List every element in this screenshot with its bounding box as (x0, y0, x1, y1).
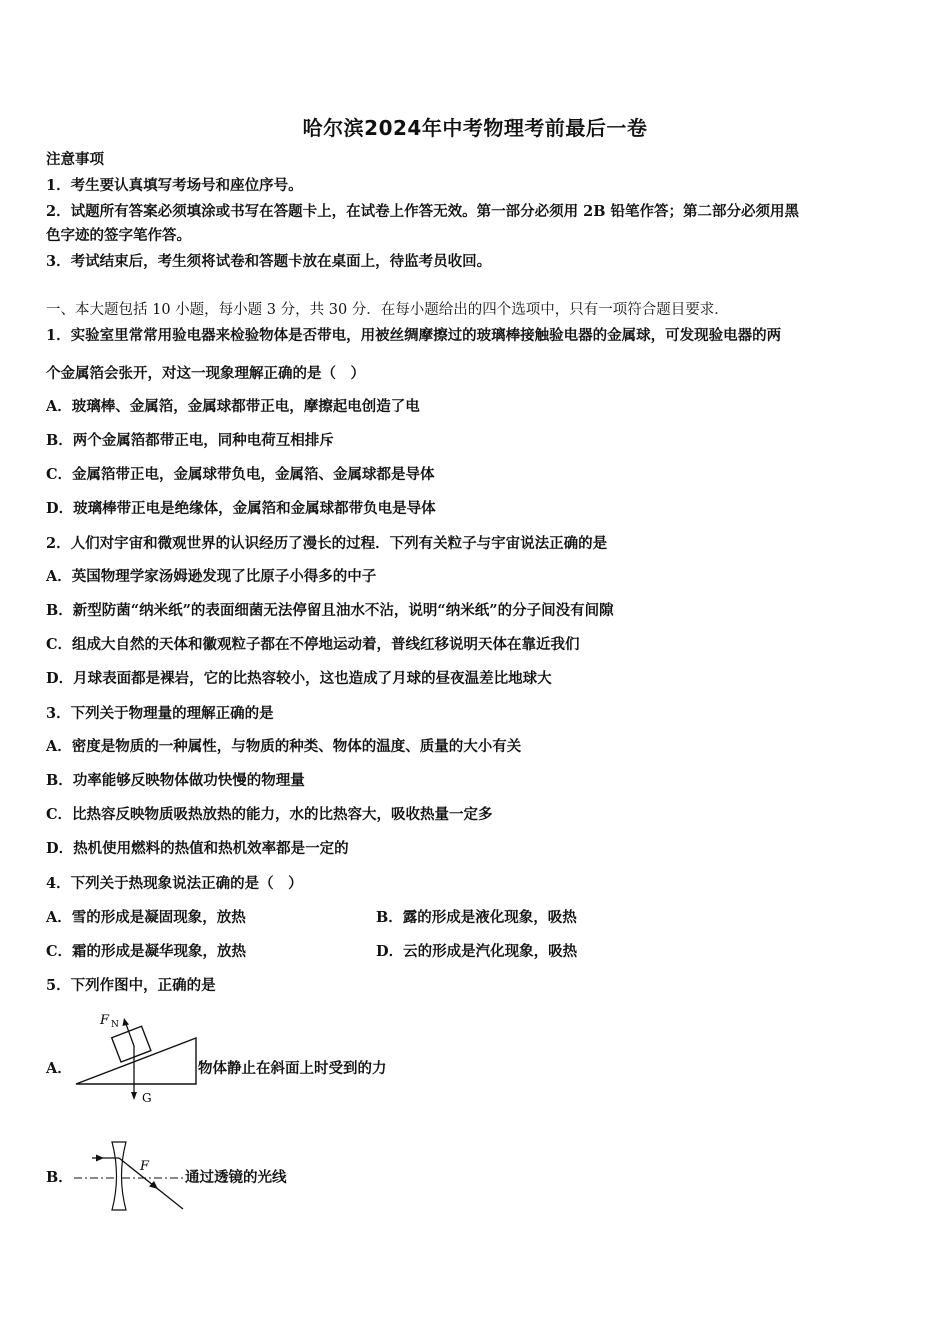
notice-item-3: 3．考试结束后，考生须将试卷和答题卡放在桌面上，待监考员收回。 (46, 253, 492, 270)
q4-stem: 4．下列关于热现象说法正确的是（ ） (46, 875, 303, 892)
normal-force-label: F (100, 1013, 110, 1028)
notice-item-2: 2．试题所有答案必须填涂或书写在答题卡上，在试卷上作答无效。第一部分必须用 2B 铅笔作答；第二部分必须用黑 (46, 203, 800, 220)
gravity-arrowhead (131, 1092, 137, 1100)
q4-option-c: C．霜的形成是凝华现象，放热 (46, 943, 247, 960)
q1-option-d: D．玻璃棒带正电是绝缘体，金属箔和金属球都带负电是导体 (46, 500, 436, 517)
q1-option-c: C．金属箔带正电，金属球带负电，金属箔、金属球都是导体 (46, 466, 435, 483)
refracted-ray (119, 1158, 183, 1209)
q5-option-a-caption: 物体静止在斜面上时受到的力 (198, 1060, 387, 1077)
normal-force-arrowhead (123, 1018, 130, 1026)
incoming-ray-arrowhead (96, 1155, 104, 1162)
q1-stem-line2: 个金属箔会张开，对这一现象理解正确的是（ ） (46, 365, 365, 382)
block (112, 1026, 151, 1062)
q3-option-a: A．密度是物质的一种属性，与物质的种类、物体的温度、质量的大小有关 (46, 738, 522, 755)
incline-force-diagram (70, 1004, 200, 1108)
q4-option-d: D．云的形成是汽化现象，吸热 (376, 943, 578, 960)
notice-item-1: 1．考生要认真填写考场号和座位序号。 (46, 177, 303, 194)
q4-option-a: A．雪的形成是凝固现象，放热 (46, 909, 246, 926)
q2-stem: 2．人们对宇宙和微观世界的认识经历了漫长的过程．下列有关粒子与宇宙说法正确的是 (46, 535, 608, 552)
q2-option-b: B．新型防菌“纳米纸”的表面细菌无法停留且油水不沾，说明“纳米纸”的分子间没有间隙 (46, 602, 614, 619)
q4-option-b: B．露的形成是液化现象，吸热 (376, 909, 577, 926)
q2-option-c: C．组成大自然的天体和徽观粒子都在不停地运动着，普线红移说明天体在靠近我们 (46, 636, 580, 653)
q3-option-d: D．热机使用燃料的热值和热机效率都是一定的 (46, 840, 349, 857)
notice-item-2-cont: 色字迹的签字笔作答。 (46, 227, 191, 244)
q1-option-a: A．玻璃棒、金属箔，金属球都带正电，摩擦起电创造了电 (46, 398, 420, 415)
concave-lens (112, 1142, 126, 1210)
normal-force-sub: N (111, 1020, 119, 1030)
gravity-label: G (142, 1091, 152, 1105)
q2-option-d: D．月球表面都是裸岩，它的比热容较小，这也造成了月球的昼夜温差比地球大 (46, 670, 552, 687)
notice-heading: 注意事项 (46, 151, 104, 168)
section-heading: 一、本大题包括 10 小题，每小题 3 分，共 30 分．在每小题给出的四个选项中，只有一项符合题目要求． (46, 302, 729, 318)
q5-option-b-caption: 通过透镜的光线 (185, 1169, 287, 1186)
page-title: 哈尔滨2024年中考物理考前最后一卷 (302, 116, 648, 140)
q3-option-c: C．比热容反映物质吸热放热的能力，水的比热容大，吸收热量一定多 (46, 806, 493, 823)
q5-option-b-label: B． (46, 1169, 73, 1186)
q1-option-b: B．两个金属箔都带正电，同种电荷互相排斥 (46, 432, 334, 449)
q5-stem: 5．下列作图中，正确的是 (46, 977, 216, 994)
focus-label: F (140, 1159, 150, 1174)
q1-stem-line1: 1．实验室里常常用验电器来检验物体是否带电，用被丝绸摩擦过的玻璃棒接触验电器的金属球，可发现验电器的两 (46, 327, 782, 344)
lens-ray-diagram (70, 1138, 190, 1214)
q3-stem: 3．下列关于物理量的理解正确的是 (46, 705, 274, 722)
q5-option-a-label: A． (46, 1060, 72, 1077)
q3-option-b: B．功率能够反映物体做功快慢的物理量 (46, 772, 305, 789)
q2-option-a: A．英国物理学家汤姆逊发现了比原子小得多的中子 (46, 568, 377, 585)
